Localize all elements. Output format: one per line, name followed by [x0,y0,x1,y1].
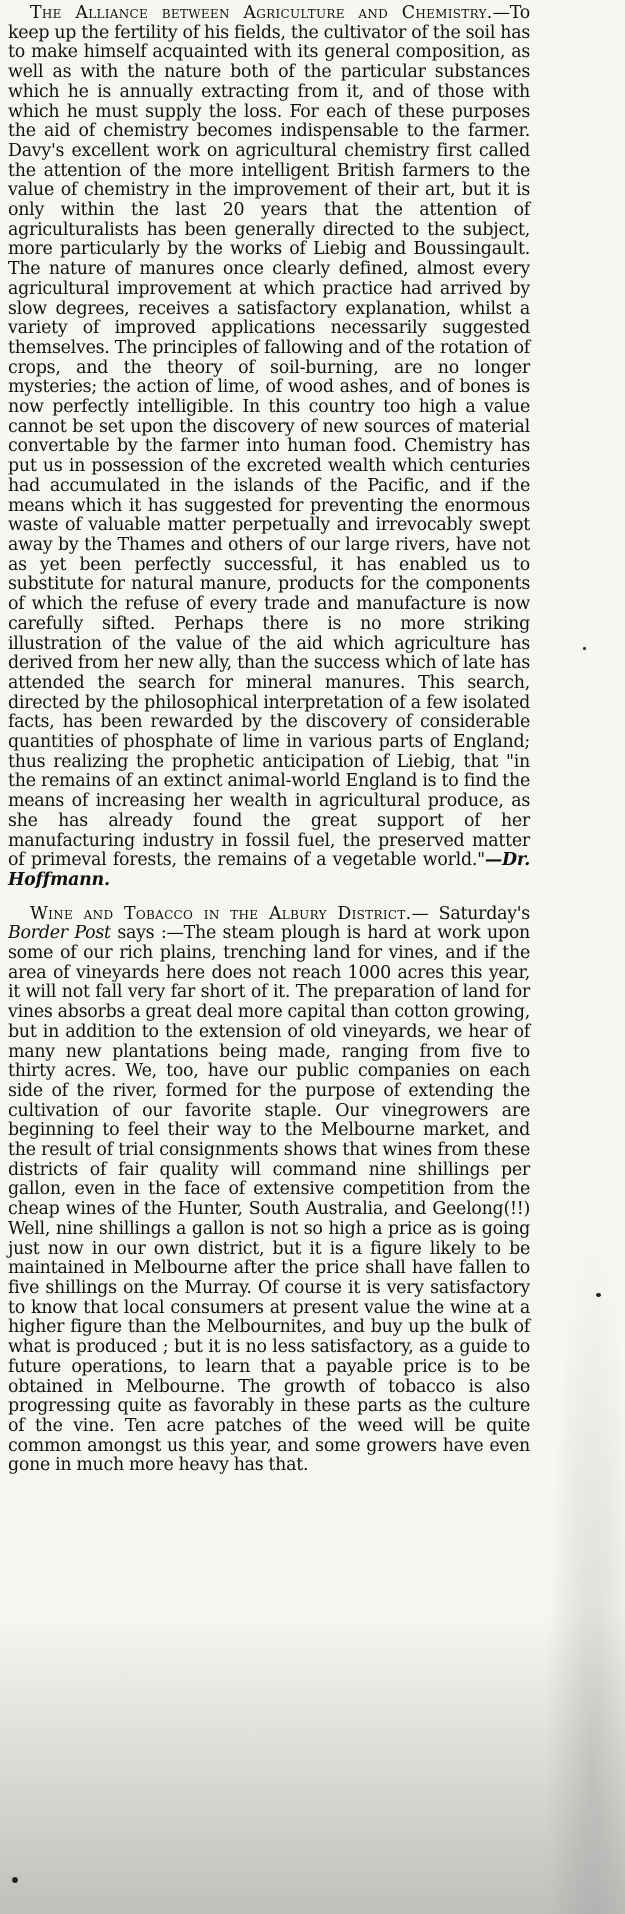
print-smudge [545,1220,625,1914]
article-paragraph [8,905,530,1476]
text-column [8,4,530,1476]
article-byline: —Dr. Hoffmann. [8,850,530,890]
article-agriculture-chemistry [8,4,530,891]
article-paragraph [8,4,530,891]
article-wine-tobacco [8,905,530,1476]
publication-name: Border Post [8,923,111,944]
article-headline: Wine and Tobacco in the Albury District. [30,903,412,924]
article-body: —To keep up the fertility of his fields, the cultivator of the soil has to make himself acquainted with its general composition, as well as with the nature both of the particular substances which he is annually extracting from it, and of those with which he must supply the loss. For each of these purposes the aid of chemistry becomes indispensable to the farmer. Davy's excellent work on agricultural chemistry first called the attention of the more intelligent British farmers to the value of chemistry in the improvement of their art, but it is only within the last 20 years that the attention of agriculturalists has been generally directed to the subject, more particularly by the works of Liebig and Boussingault. The nature of manures once clearly defined, almost every agricultural improvement at which practice had arrived by slow degrees, receives a satisfactory explanation, whilst a variety of improved applications necessarily suggested themselves. The principles of fallowing and of the rotation of crops, and the theory of soil-burning, are no longer mysteries; the action of lime, of wood ashes, and of bones is now perfectly intelligible. In this country too high a value cannot be set upon the discovery of new sources of material convertable by the farmer into human food. Chemistry has put us in possession of the excreted wealth which centuries had accumulated in the islands of the Pacific, and if the means which it has suggested for preventing the enormous waste of valuable matter perpetually and irrevocably swept away by the Thames and others of our large rivers, have not as yet been perfectly successful, it has enabled us to substitute for natural manure, products for the components of which the refuse of every trade and manufacture is now carefully sifted. Perhaps there is no more striking illustration of the value of the aid which agriculture has derived from her new ally, than the success which of late has attended the search for mineral manures. This search, directed by the philosophical interpretation of a few isolated facts, has been rewarded by the discovery of considerable quantities of phosphate of lime in various parts of England; thus realizing the prophetic anticipation of Liebig, that "in the remains of an extinct animal-world England is to find the means of increasing her wealth in agricultural produce, as she has already found the great support of her manufacturing industry in fossil fuel, the preserved matter of primeval forests, the remains of a vegetable world." [8,3,530,871]
ink-speck [596,1293,601,1297]
article-headline: The Alliance between Agriculture and Chemistry. [30,3,493,23]
article-separator [8,891,530,905]
ink-speck [583,647,586,650]
print-smudge [0,1610,625,1914]
article-lead-in: — Saturday's [411,903,530,924]
article-body: says :—The steam plough is hard at work upon some of our rich plains, trenching land for vines, and if the area of vineyards here does not reach 1000 acres this year, it will not fall very far short of it. The preparation of land for vines absorbs a great deal more capital than cotton growing, but in addition to the extension of old vineyards, we hear of many new plantations being made, ranging from five to thirty acres. We, too, have our public companies on each side of the river, formed for the purpose of extending the cultivation of our favorite staple. Our vinegrowers are beginning to feel their way to the Melbourne market, and the result of trial consignments shows that wines from these districts of fair quality will command nine shillings per gallon, even in the face of extensive competition from the cheap wines of the Hunter, South Australia, and Geelong(!!) Well, nine shillings a gallon is not so high a price as is going just now in our own district, but it is a figure likely to be maintained in Melbourne after the price shall have fallen to five shillings on the Murray. Of course it is very satisfactory to know that local consumers at present value the wine at a higher figure than the Melbournites, and buy up the bulk of what is produced ; but it is no less satisfactory, as a guide to future operations, to learn that a payable price is to be obtained in Melbourne. The growth of tobacco is also progressing quite as favorably in these parts as the culture of the vine. Ten acre patches of the weed will be quite common amongst us this year, and some growers have even gone in much more heavy has that. [8,923,530,1476]
ink-speck [12,1877,18,1883]
